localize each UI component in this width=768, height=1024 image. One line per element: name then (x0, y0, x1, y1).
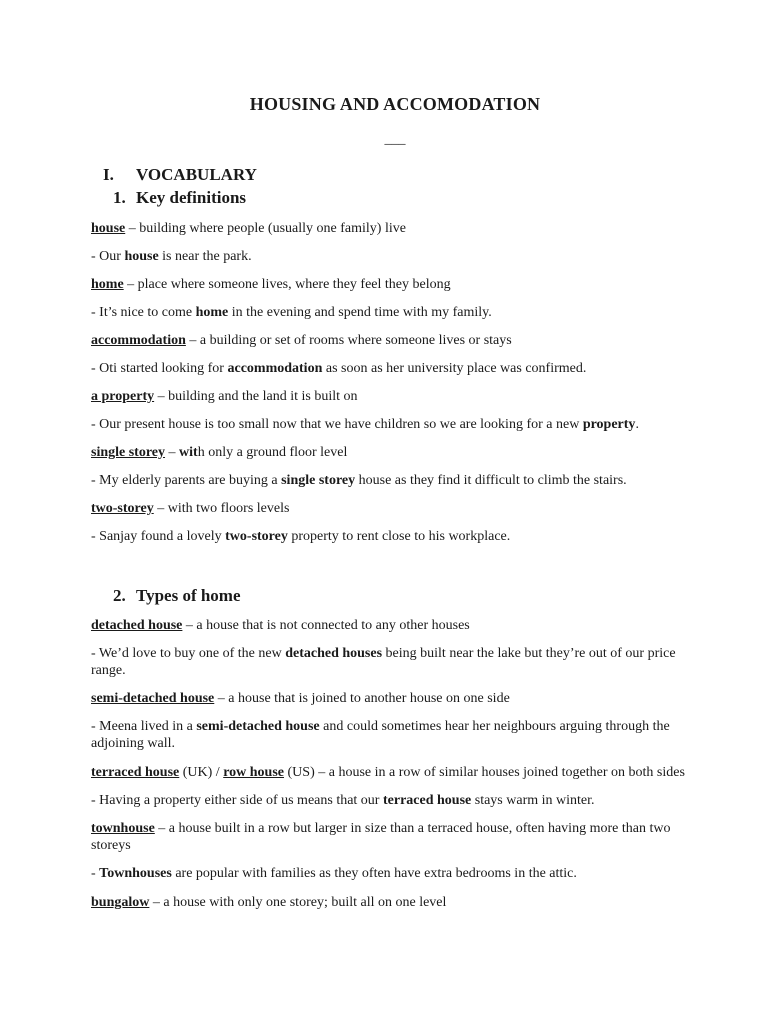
example-text: house as they find it difficult to climb the stairs. (355, 473, 627, 488)
definition-text: (US) – a house in a row of similar houses joined together on both sides (284, 765, 685, 780)
example-property (91, 416, 691, 433)
example-text: - Sanjay found a lovely (91, 529, 226, 544)
subheading-title: Key definitions (136, 188, 247, 207)
definition-townhouse (91, 820, 691, 854)
example-keyword: semi-detached house (196, 719, 320, 734)
term: a property (91, 389, 155, 404)
example-keyword: accommodation (227, 361, 323, 376)
example-keyword: home (195, 305, 229, 320)
title-separator: ___ (384, 132, 406, 147)
term: house (91, 221, 126, 236)
definition-accommodation (91, 332, 691, 349)
example-detached-house (91, 645, 691, 679)
example-keyword: detached houses (285, 646, 383, 661)
example-text: - Oti started looking for (91, 361, 228, 376)
term: semi-detached house (91, 691, 215, 706)
term: terraced house (91, 765, 180, 780)
subheading-key-definitions (113, 188, 246, 208)
definition-text: – a house with only one storey; built all on one level (149, 895, 447, 910)
example-townhouse (91, 865, 691, 882)
example-text: - Our present house is too small now that we have children so we are looking for a new (91, 417, 583, 432)
definition-single-storey (91, 444, 691, 461)
term: townhouse (91, 821, 155, 836)
definition-detached-house (91, 617, 691, 634)
example-text: stays warm in winter. (471, 793, 595, 808)
definition-text: – place where someone lives, where they feel they belong (123, 277, 451, 292)
subheading-number: 2. (113, 586, 126, 605)
definition-home (91, 276, 691, 293)
example-text: - (91, 866, 100, 881)
term: bungalow (91, 895, 150, 910)
definition-text: – a house built in a row but larger in size than a terraced house, often having more than two storeys (91, 821, 671, 853)
example-keyword: terraced house (382, 793, 472, 808)
example-text: - My elderly parents are buying a (91, 473, 282, 488)
example-text: as soon as her university place was confirmed. (322, 361, 587, 376)
document-title: HOUSING AND ACCOMODATION (249, 94, 541, 114)
subheading-number: 1. (113, 188, 126, 207)
term: two-storey (91, 501, 154, 516)
definition-bungalow (91, 894, 691, 911)
definition-text: – with two floors levels (153, 501, 290, 516)
example-terraced-house (91, 792, 691, 809)
term: detached house (91, 618, 183, 633)
example-text: are popular with families as they often have extra bedrooms in the attic. (171, 866, 577, 881)
example-text: - Meena lived in a (91, 719, 197, 734)
section-number: I. (103, 165, 114, 184)
example-text: in the evening and spend time with my family. (228, 305, 492, 320)
example-single-storey (91, 472, 691, 489)
example-keyword: property (582, 417, 636, 432)
subheading-types-of-home (113, 586, 241, 606)
definition-text: – a house that is joined to another house on one side (214, 691, 510, 706)
definition-text: – a house that is not connected to any other houses (182, 618, 470, 633)
definition-text: – (165, 445, 180, 460)
example-text: - It’s nice to come (91, 305, 196, 320)
example-keyword: house (124, 249, 159, 264)
example-text: - Having a property either side of us means that our (91, 793, 383, 808)
example-text: . (635, 417, 639, 432)
example-house (91, 248, 691, 265)
section-heading-vocabulary (103, 165, 257, 185)
definition-property (91, 388, 691, 405)
term: accommodation (91, 333, 186, 348)
example-text: - We’d love to buy one of the new (91, 646, 286, 661)
term-alt: row house (223, 765, 285, 780)
definition-text: – a building or set of rooms where someone lives or stays (185, 333, 512, 348)
term: home (91, 277, 124, 292)
example-text: being built near the lake but they’re out of our price range. (91, 646, 676, 678)
example-home (91, 304, 691, 321)
example-keyword: Townhouses (99, 866, 172, 881)
definition-text: wit (179, 445, 198, 460)
definition-text: (UK) / (179, 765, 224, 780)
example-keyword: two-storey (225, 529, 288, 544)
definition-terraced-house (91, 764, 691, 781)
example-text: is near the park. (158, 249, 252, 264)
definition-two-storey (91, 500, 691, 517)
example-text: - Our (91, 249, 125, 264)
subheading-title: Types of home (136, 586, 241, 605)
definition-text: – building where people (usually one family) live (125, 221, 406, 236)
example-text: and could sometimes hear her neighbours arguing through the adjoining wall. (91, 719, 670, 751)
definition-text: h only a ground floor level (197, 445, 348, 460)
example-semi-detached-house (91, 718, 691, 752)
example-two-storey (91, 528, 691, 545)
definition-text: – building and the land it is built on (154, 389, 358, 404)
section-title: VOCABULARY (136, 165, 257, 184)
example-accommodation (91, 360, 691, 377)
definition-house (91, 220, 691, 237)
example-keyword: single storey (281, 473, 356, 488)
example-text: property to rent close to his workplace. (287, 529, 511, 544)
term: single storey (91, 445, 166, 460)
definition-semi-detached-house (91, 690, 691, 707)
